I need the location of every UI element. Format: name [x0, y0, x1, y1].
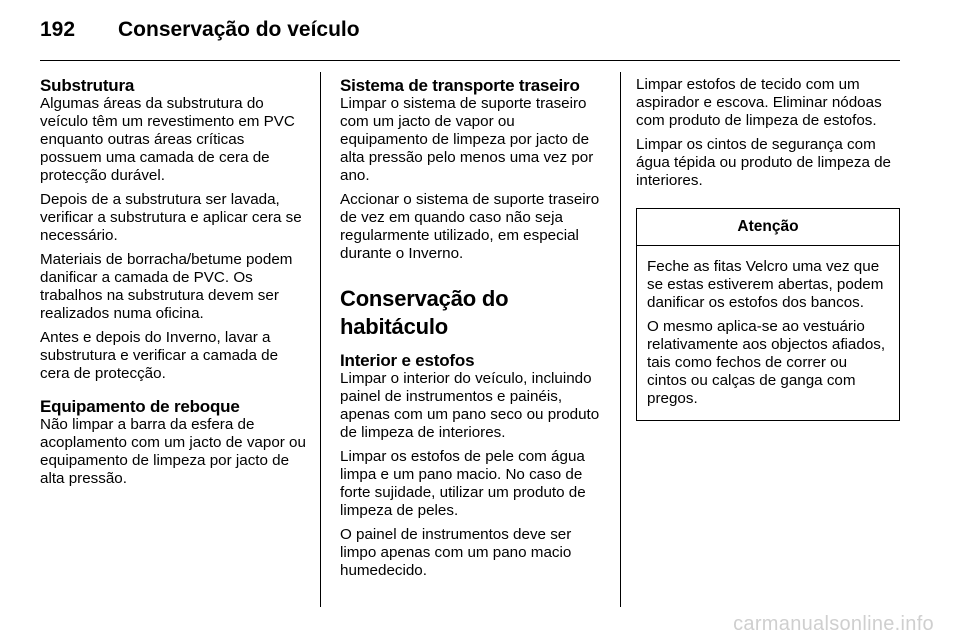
paragraph: Antes e depois do Inverno, lavar a substrutura e verificar a camada de cera de protecção.: [40, 329, 279, 382]
paragraph: Limpar o sistema de suporte traseiro com um jacto de vapor ou equipamento de limpeza por jacto de alta pressão pelo menos uma vez por ano.: [340, 95, 594, 184]
page-title: Conservação do veículo: [118, 18, 360, 41]
paragraph: Accionar o sistema de suporte traseiro de vez em quando caso não seja regularmente utilizado, em especial durante o Inverno.: [340, 191, 600, 262]
column-2: [340, 76, 602, 586]
paragraph: Depois de a substrutura ser lavada, verificar a substrutura e aplicar cera se necessário.: [40, 191, 302, 244]
paragraph: Limpar os cintos de segurança com água tépida ou produto de limpeza de interiores.: [636, 136, 892, 189]
paragraph: Não limpar a barra da esfera de acoplamento com um jacto de vapor ou equipamento de limpeza por jacto de alta pressão.: [40, 416, 306, 487]
notice-body: [637, 246, 899, 420]
notice-box: [636, 208, 900, 421]
section-title-conservacao-habitaculo: Conservação do habitáculo: [340, 286, 509, 339]
paragraph: Limpar estofos de tecido com um aspirador e escova. Eliminar nódoas com produto de limpeza de estofos.: [636, 76, 882, 129]
heading-substrutura: Substrutura: [40, 76, 135, 95]
page-header: [40, 14, 360, 46]
column-1: [40, 76, 308, 494]
watermark: carmanualsonline.info: [733, 613, 934, 635]
paragraph: O painel de instrumentos deve ser limpo apenas com um pano macio humedecido.: [340, 526, 572, 579]
heading-equipamento-reboque: Equipamento de reboque: [40, 397, 240, 416]
notice-paragraph: O mesmo aplica-se ao vestuário relativamente aos objectos afiados, tais como fechos de correr ou cintos ou calças de ganga com pregos.: [647, 318, 886, 407]
paragraph: Limpar os estofos de pele com água limpa e um pano macio. No caso de forte sujidade, utilizar um produto de limpeza de peles.: [340, 448, 586, 519]
heading-interior-estofos: Interior e estofos: [340, 351, 475, 370]
paragraph: Materiais de borracha/betume podem danificar a camada de PVC. Os trabalhos na substrutura devem ser realizados numa oficina.: [40, 251, 293, 322]
column-divider-2: [620, 72, 621, 607]
page-number: 192: [40, 18, 76, 41]
paragraph: Limpar o interior do veículo, incluindo painel de instrumentos e painéis, apenas com um pano seco ou produto de limpeza de interiores.: [340, 370, 600, 441]
column-3: [636, 76, 900, 421]
header-rule: [40, 60, 900, 61]
heading-sistema-transporte: Sistema de transporte traseiro: [340, 76, 580, 95]
notice-title: Atenção: [637, 209, 899, 246]
paragraph: Algumas áreas da substrutura do veículo têm um revestimento em PVC enquanto outras áreas críticas possuem uma camada de cera de protecção durável.: [40, 95, 295, 184]
column-divider-1: [320, 72, 321, 607]
notice-paragraph: Feche as fitas Velcro uma vez que se estas estiverem abertas, podem danificar os estofos dos bancos.: [647, 258, 884, 311]
